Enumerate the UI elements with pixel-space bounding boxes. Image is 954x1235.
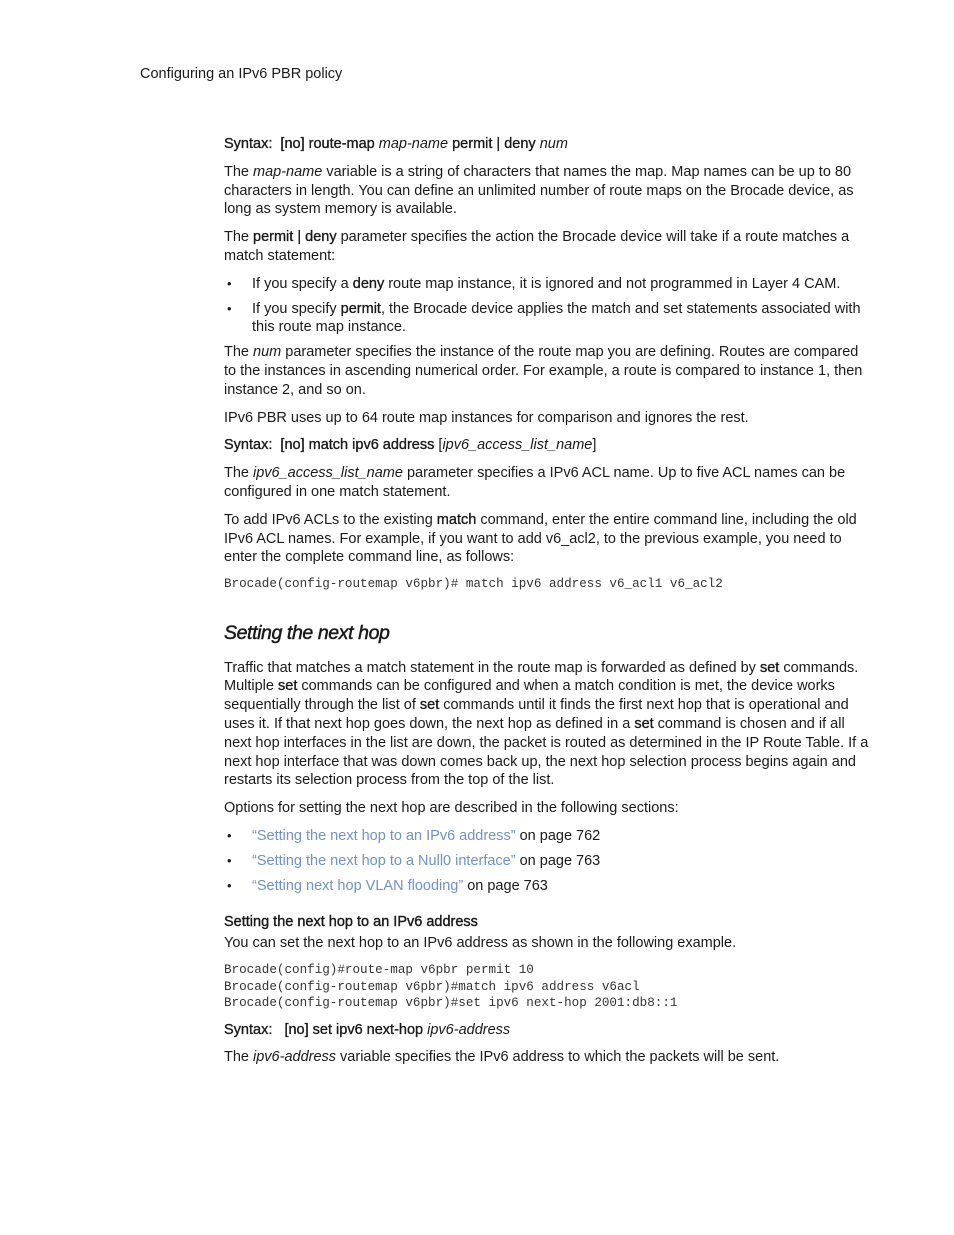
paragraph-options: Options for setting the next hop are described in the following sections: xyxy=(224,800,679,817)
section-heading: Setting the next hop xyxy=(224,621,390,644)
syntax-variable: map-name xyxy=(378,136,449,152)
paragraph-traffic: Traffic that matches a match statement in the route map is forwarded as defined by set commands. Multiple set commands can be configured and when a match condition is met, the device works sequentially through the list of set commands until it finds the first next hop that is operational and uses it. If that next hop goes down, the next hop as defined in a set command is chosen and if all next hop interfaces in the list are down, the packet is routed as determined in the IP Route Table. If a next hop interface that was down comes back up, the next hop selection process begins again and restarts its selection process from the top of the list. xyxy=(224,659,869,789)
xref-link-null0-interface[interactable]: “Setting the next hop to a Null0 interface” xyxy=(252,852,516,869)
code-block-next-hop xyxy=(224,962,869,1012)
inline-variable: ipv6-address xyxy=(253,1049,337,1066)
cross-reference-list xyxy=(224,827,869,895)
syntax-command: match ipv6 address xyxy=(308,437,435,454)
syntax-label: Syntax: xyxy=(224,136,273,152)
inline-keyword: set xyxy=(634,716,654,733)
inline-variable: map-name xyxy=(253,163,323,180)
match-syntax: Syntax: [no] match ipv6 address [ipv6_access_list_name] xyxy=(224,437,597,454)
inline-keyword: set xyxy=(278,678,298,695)
paragraph-example-intro: You can set the next hop to an IPv6 address as shown in the following example. xyxy=(224,935,737,952)
syntax-command: set ipv6 next-hop xyxy=(312,1021,424,1038)
xref-link-ipv6-address[interactable]: “Setting the next hop to an IPv6 address” xyxy=(252,828,516,845)
page-reference: on page 763 xyxy=(515,852,601,869)
syntax-label: Syntax: xyxy=(224,437,273,454)
list-item xyxy=(224,877,869,896)
syntax-keyword: permit | deny xyxy=(452,136,536,152)
inline-keyword: permit | deny xyxy=(253,229,337,246)
page-content xyxy=(224,135,869,1076)
inline-keyword: set xyxy=(419,697,440,714)
page-reference: on page 762 xyxy=(515,828,601,845)
list-item xyxy=(224,827,869,846)
bullet-glyph: • xyxy=(227,877,232,893)
page-reference: on page 763 xyxy=(463,877,548,894)
paragraph-map-name: The map-name variable is a string of characters that names the map. Map names can be up to 80 characters in length. You can define an unlimited number of route maps on the Brocade device, as long as system memory is available. xyxy=(224,163,854,218)
paragraph-instances: IPv6 PBR uses up to 64 route map instances for comparison and ignores the rest. xyxy=(224,409,749,426)
code-block-match xyxy=(224,576,869,593)
paragraph-add-acl: To add IPv6 ACLs to the existing match command, enter the entire command line, including the old IPv6 ACL names. For example, if you want to add v6_acl2, to the previous example, you need to enter the complete command line, as follows: xyxy=(224,511,857,566)
xref-link-vlan-flooding[interactable]: “Setting next hop VLAN flooding” xyxy=(252,877,464,894)
inline-keyword: match xyxy=(436,511,477,528)
bullet-glyph: • xyxy=(227,828,232,844)
paragraph-ipv6-address: The ipv6-address variable specifies the IPv6 address to which the packets will be sent. xyxy=(224,1049,780,1066)
inline-keyword: permit xyxy=(340,300,381,317)
next-hop-syntax xyxy=(224,1021,869,1040)
inline-variable: num xyxy=(253,344,282,361)
syntax-no: [no] xyxy=(280,136,305,152)
syntax-label: Syntax: xyxy=(224,1021,273,1038)
code-line: Brocade(config-routemap v6pbr)#set ipv6 next-hop 2001:db8::1 xyxy=(224,996,678,1010)
paragraph-permit-deny: The permit | deny parameter specifies the action the Brocade device will take if a route matches a match statement: xyxy=(224,229,850,264)
syntax-variable: ipv6_access_list_name xyxy=(442,437,593,454)
inline-keyword: set xyxy=(759,659,780,676)
syntax-variable: ipv6-address xyxy=(427,1021,511,1038)
paragraph-acl-name: The ipv6_access_list_name parameter specifies a IPv6 ACL name. Up to five ACL names can be configured in one match statement. xyxy=(224,465,846,500)
syntax-variable: num xyxy=(539,136,568,152)
syntax-command: route-map xyxy=(308,136,375,152)
code-line: Brocade(config)#route-map v6pbr permit 10 xyxy=(224,963,534,977)
code-line: Brocade(config-routemap v6pbr)# match ipv6 address v6_acl1 v6_acl2 xyxy=(224,577,723,592)
bullet-glyph: • xyxy=(227,300,232,316)
list-item: • If you specify permit, the Brocade device applies the match and set statements associated with this route map instance. xyxy=(227,300,861,336)
syntax-no: [no] xyxy=(280,437,305,454)
code-line: Brocade(config-routemap v6pbr)#match ipv6 address v6acl xyxy=(224,979,640,994)
subsection-heading: Setting the next hop to an IPv6 address xyxy=(224,914,478,931)
running-header: Configuring an IPv6 PBR policy xyxy=(140,66,343,82)
syntax-no: [no] xyxy=(284,1021,309,1038)
inline-keyword: deny xyxy=(352,275,385,292)
bullet-glyph: • xyxy=(227,275,232,291)
inline-variable: ipv6_access_list_name xyxy=(253,465,403,482)
list-item: • If you specify a deny route map instance, it is ignored and not programmed in Layer 4 CAM. xyxy=(227,275,841,292)
bullet-list-permit-deny xyxy=(224,275,869,337)
bullet-glyph: • xyxy=(227,852,232,868)
routemap-syntax xyxy=(224,135,869,154)
paragraph-num: The num parameter specifies the instance of the route map you are defining. Routes are compared to the instances in ascending numerical order. For example, a route is compared to instance 1, then instance 2, and so on. xyxy=(224,344,863,398)
list-item xyxy=(224,852,869,871)
